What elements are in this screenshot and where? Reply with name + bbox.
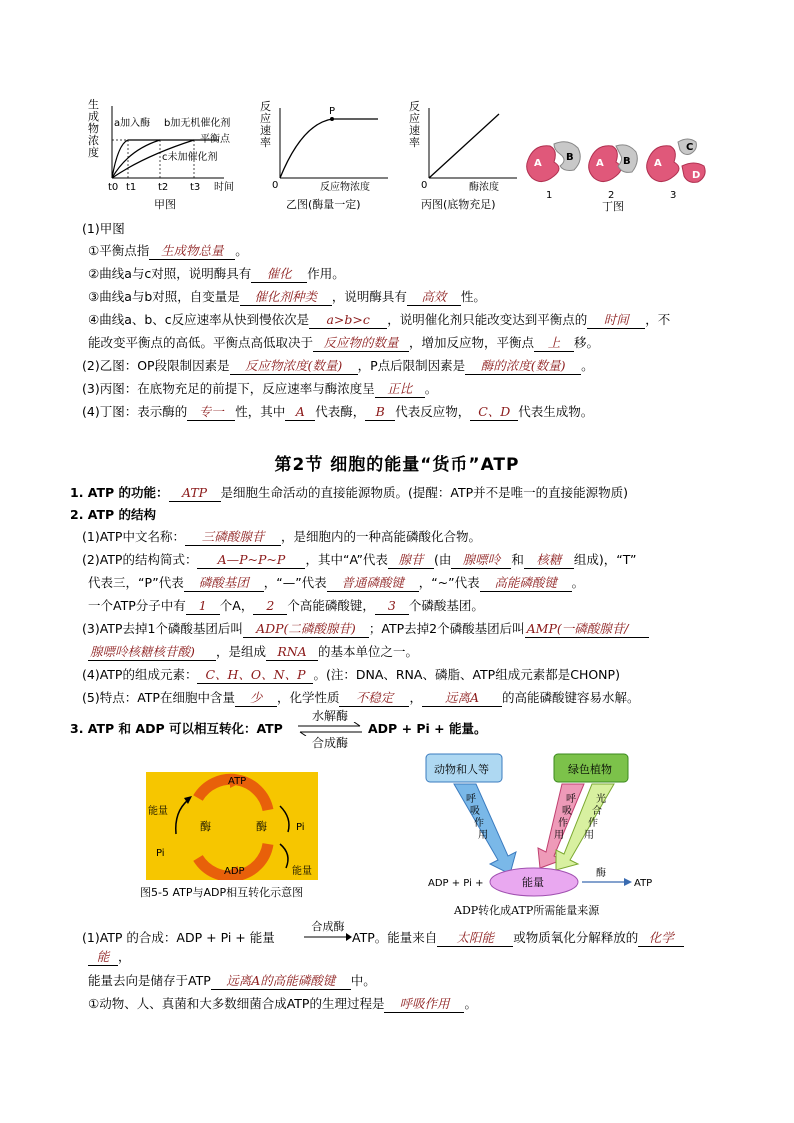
svg-text:速: 速 [260,124,271,137]
figure-bing [407,98,527,213]
answer-blank: 能 [88,949,118,966]
svg-text:用: 用 [554,830,564,841]
answer-blank: A [285,404,315,421]
answer-blank: ADP(二磷酸腺苷) [243,621,369,638]
s2: (2)ATP的结构简式： A—P~P~P ，其中“A”代表 腺苷 (由 腺嘌呤 和 核糖 组成)，“T” [82,552,637,567]
jia-y-label-1: 生 [88,98,99,111]
fig-src-caption: ADP转化成ATP所需能量来源 [454,904,600,917]
svg-text:吸: 吸 [470,806,480,817]
answer-blank: 3 [375,598,409,615]
q1-3: ③曲线a与b对照，自变量是 催化剂种类 ，说明酶具有 高效 性。 [88,289,486,304]
answer-blank: 腺嘌呤核糖核苷酸) [88,644,216,661]
svg-text:2: 2 [608,190,615,201]
cycle-bg [146,772,318,880]
answer-blank: 高能磷酸键 [480,575,572,592]
answer-blank: 远离A [422,690,502,707]
svg-text:A: A [654,158,662,169]
p3-pre: 3. ATP 和 ADP 可以相互转化：ATP [70,721,283,736]
p3-post: ADP + Pi + 能量。 [368,721,487,736]
answer-blank: 太阳能 [437,930,513,947]
answer-blank: 高效 [407,289,461,306]
fig55-caption: 图5-5 ATP与ADP相互转化示意图 [140,886,304,899]
figure-jia [84,98,254,213]
svg-text:t0: t0 [108,182,119,193]
answer-blank: 核糖 [524,552,574,569]
p3-top-enzyme: 水解酶 [311,709,348,723]
q1-head: (1)甲图 [82,221,125,236]
answer-blank: 磷酸基团 [184,575,264,592]
answer-blank: 1 [186,598,220,615]
s4: (4)ATP的组成元素： C、H、O、N、P 。(注：DNA、RNA、磷脂、ATP组成元素都是CHONP) [82,667,620,682]
answer-blank: 化学 [638,930,684,947]
svg-text:0: 0 [272,180,279,191]
svg-text:酶: 酶 [596,868,606,879]
svg-text:呼: 呼 [566,794,576,805]
svg-text:用: 用 [584,830,594,841]
svg-text:A: A [596,158,604,169]
answer-blank: 不稳定 [339,690,409,707]
svg-text:D: D [692,170,701,181]
svg-text:速: 速 [409,124,420,137]
p3-bottom-enzyme: 合成酶 [311,736,348,750]
svg-text:度: 度 [88,146,99,159]
p1: 1. ATP 的功能： ATP 是细胞生命活动的直接能源物质。(提醒：ATP并不是唯一的直接能源物质) [70,485,629,500]
answer-blank: 少 [235,690,277,707]
svg-text:时间: 时间 [214,182,234,193]
answer-blank: 正比 [375,381,425,398]
label-a: a加入酶 [114,118,151,129]
s3: (3)ATP去掉1个磷酸基团后叫 ADP(二磷酸腺苷) ；ATP去掉2个磷酸基团后叫 AMP(一磷酸腺苷/ [82,620,649,640]
svg-text:反: 反 [409,100,420,113]
fig-atp-adp-cycle [146,772,318,880]
figure-yi [258,98,408,213]
answer-blank: RNA [266,644,318,661]
svg-text:B: B [566,152,574,163]
figure-ding [524,132,714,214]
svg-text:物: 物 [88,122,99,135]
svg-text:酶浓度: 酶浓度 [469,182,499,193]
answer-blank: AMP(一磷酸腺苷/ [525,621,649,638]
label-ping: 平衡点 [200,134,230,145]
curve-b [112,140,160,178]
svg-text:应: 应 [409,112,420,125]
svg-text:3: 3 [670,190,677,201]
answer-blank: 反应物的数量 [313,335,409,352]
fig-energy-source [420,752,660,900]
line-bing [429,114,499,178]
l3: 能量去向是储存于ATP 远离A的高能磷酸键 中。 [88,973,376,988]
l2: 能 ， [88,948,131,968]
q1-4: ④曲线a、b、c反应速率从快到慢依次是 a>b>c ，说明催化剂只能改变达到平衡点的 时间 ，不 [88,312,671,327]
svg-text:光: 光 [596,794,606,805]
q3: (3)丙图：在底物充足的前提下，反应速率与酶浓度呈 正比 。 [82,381,438,396]
answer-blank: 时间 [587,312,645,329]
svg-text:作: 作 [558,818,568,829]
svg-text:酶: 酶 [200,820,211,833]
answer-blank: 2 [253,598,287,615]
bing-caption: 丙图(底物充足) [421,198,496,211]
s3b: 腺嘌呤核糖核苷酸) ，是组成 RNA 的基本单位之一。 [90,644,419,659]
svg-text:酶: 酶 [256,820,267,833]
svg-text:A: A [534,158,542,169]
answer-blank: 腺嘌呤 [451,552,511,569]
svg-text:能量: 能量 [292,866,312,877]
l1-enzyme: 合成酶 [311,920,345,933]
answer-blank: 专一 [187,404,235,421]
svg-text:Pi: Pi [156,848,165,859]
answer-blank: A—P~P~P [197,552,305,569]
answer-blank: C、D [470,404,518,421]
svg-text:t1: t1 [126,182,137,193]
svg-text:应: 应 [260,112,271,125]
curve-yi [280,119,378,178]
svg-text:C: C [686,142,694,153]
svg-text:动物和人等: 动物和人等 [434,763,489,776]
answer-blank: 呼吸作用 [384,996,464,1013]
svg-text:作: 作 [474,818,484,829]
answer-blank: 普通磷酸键 [327,575,419,592]
svg-text:ATP: ATP [634,878,653,889]
answer-blank: 催化 [251,266,307,283]
l1-arrow [304,933,352,941]
svg-text:呼: 呼 [466,794,476,805]
answer-blank: 生成物总量 [149,243,235,260]
answer-blank: 腺苷 [388,552,434,569]
svg-text:P: P [329,106,336,117]
answer-blank: a>b>c [309,312,387,329]
label-c: c未加催化剂 [162,152,218,163]
section-title: 第2节 细胞的能量“货币”ATP [274,455,520,475]
s2b: 代表三，“P”代表 磷酸基团 ，“—”代表 普通磷酸键 ，“~”代表 高能磷酸键 。 [88,575,585,590]
answer-blank: 三磷酸腺苷 [185,529,281,546]
cycle-adp: ADP [224,866,245,877]
yi-caption: 乙图(酶量一定) [286,198,361,211]
q1-2: ②曲线a与c对照，说明酶具有 催化 作用。 [88,266,345,281]
svg-text:浓: 浓 [88,134,99,147]
answer-blank: 上 [534,335,574,352]
jia-caption: 甲图 [154,198,176,211]
l1: (1)ATP 的合成：ADP + Pi + 能量 [82,930,275,945]
label-b: b加无机催化剂 [164,118,231,129]
s2c: 一个ATP分子中有 1 个A， 2 个高能磷酸键， 3 个磷酸基团。 [88,598,484,613]
l4: ①动物、人、真菌和大多数细菌合成ATP的生理过程是 呼吸作用 。 [88,996,477,1011]
answer-blank: 远离A的高能磷酸键 [211,973,351,990]
s1: (1)ATP中文名称： 三磷酸腺苷 ，是细胞内的一种高能磷酸化合物。 [82,529,481,544]
p2: 2. ATP 的结构 [70,507,157,522]
svg-text:B: B [623,156,631,167]
l1-rest: ATP。能量来自 太阳能 或物质氧化分解释放的 化学 [352,929,684,947]
svg-text:ADP + Pi +: ADP + Pi + [428,878,484,889]
svg-text:吸: 吸 [562,806,572,817]
svg-text:能量: 能量 [522,876,544,889]
svg-text:1: 1 [546,190,553,201]
answer-blank: B [365,404,395,421]
q4: (4)丁图：表示酶的 专一 性，其中 A 代表酶， B 代表反应物， C、D 代表生成物。 [82,404,594,419]
svg-text:合: 合 [592,806,602,817]
svg-text:作: 作 [588,818,598,829]
svg-text:率: 率 [409,136,420,149]
svg-text:t2: t2 [158,182,169,193]
svg-text:0: 0 [421,180,428,191]
svg-text:反应物浓度: 反应物浓度 [320,182,370,193]
q1-1: ①平衡点指 生成物总量 。 [88,243,248,258]
q1-4-line2: 能改变平衡点的高低。平衡点高低取决于 反应物的数量 ，增加反应物，平衡点 上 移。 [88,335,600,350]
svg-text:用: 用 [478,830,488,841]
svg-text:率: 率 [260,136,271,149]
answer-blank: 反应物浓度(数量) [230,358,358,375]
cycle-atp: ATP [228,776,247,787]
svg-text:反: 反 [260,100,271,113]
ding-caption: 丁图 [602,200,624,213]
answer-blank: 酶的浓度(数量) [465,358,581,375]
svg-text:绿色植物: 绿色植物 [568,763,612,776]
svg-text:Pi: Pi [296,822,305,833]
answer-blank: 催化剂种类 [240,289,332,306]
answer-blank: ATP [169,485,221,502]
s5: (5)特点：ATP在细胞中含量 少 ，化学性质 不稳定 ， 远离A 的高能磷酸键容易水解。 [82,690,640,705]
svg-text:成: 成 [88,110,99,123]
svg-text:t3: t3 [190,182,201,193]
svg-text:能量: 能量 [148,806,168,817]
answer-blank: C、H、O、N、P [197,667,313,684]
q2: (2)乙图：OP段限制因素是 反应物浓度(数量) ，P点后限制因素是 酶的浓度(数量) 。 [82,358,594,373]
